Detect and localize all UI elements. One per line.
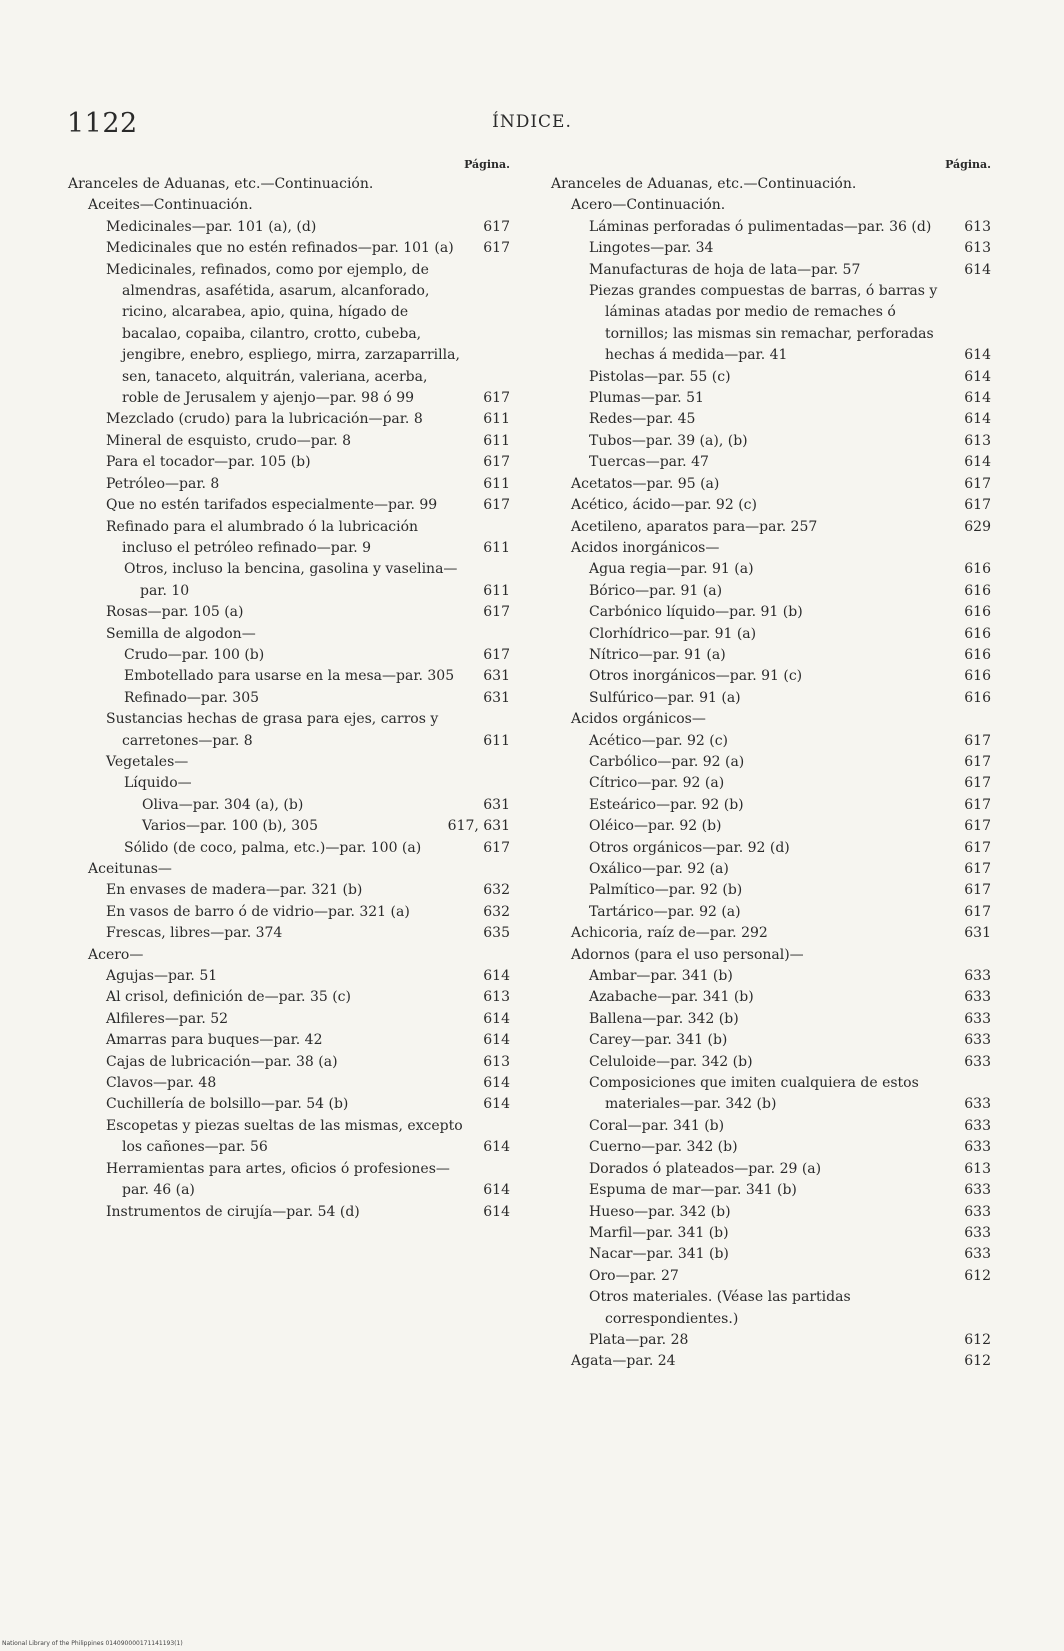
index-entry-page: 612 — [964, 1267, 991, 1284]
index-entry-page: 633 — [964, 1032, 991, 1049]
index-entry — [68, 987, 510, 1008]
index-entries-right — [551, 174, 991, 1373]
index-entry-page: 629 — [964, 518, 991, 535]
index-entry-text: Ballena—par. 342 (b) — [589, 1010, 739, 1027]
index-entry-text: Refinado para el alumbrado ó la lubricación incluso el petróleo refinado—par. 9 — [106, 518, 419, 556]
index-entry-text: Medicinales—par. 101 (a), (d) — [106, 218, 317, 235]
index-entry-text: Marfil—par. 341 (b) — [589, 1224, 729, 1241]
index-entry-text: Acero— — [88, 946, 144, 963]
index-entry-text: Oxálico—par. 92 (a) — [589, 861, 729, 877]
index-entry-page: 617 — [964, 839, 991, 856]
index-entry — [551, 816, 991, 837]
index-entry-text: Sustancias hechas de grasa para ejes, carros y carretones—par. 8 — [106, 711, 439, 749]
index-entry — [68, 1116, 510, 1159]
index-entry-text: Para el tocador—par. 105 (b) — [106, 454, 311, 471]
index-entry — [68, 260, 510, 410]
index-entry — [551, 859, 991, 880]
index-entry — [551, 195, 991, 216]
index-entry — [68, 1052, 510, 1073]
index-entry-text: Sólido (de coco, palma, etc.)—par. 100 (a) — [124, 839, 422, 856]
index-entry-text: Cítrico—par. 92 (a) — [589, 775, 725, 792]
index-entry-text: Coral—par. 341 (b) — [589, 1117, 725, 1134]
index-entry — [68, 431, 510, 452]
index-entry-text: Frescas, libres—par. 374 — [106, 925, 283, 942]
index-entry-page: 611 — [483, 732, 510, 749]
index-entry-page: 632 — [483, 903, 510, 920]
index-entry-text: Medicinales que no estén refinados—par. 101 (a) — [106, 240, 454, 257]
index-entry-text: Oro—par. 27 — [589, 1267, 679, 1284]
index-entry-text: Hueso—par. 342 (b) — [589, 1203, 731, 1220]
index-entry — [68, 1159, 510, 1202]
index-entry-page: 617 — [483, 839, 510, 856]
index-entry-text: Sulfúrico—par. 91 (a) — [589, 689, 741, 706]
index-entry-page: 617 — [483, 454, 510, 471]
index-entry-page: 611 — [483, 411, 510, 428]
index-entry-text: Oliva—par. 304 (a), (b) — [142, 796, 304, 813]
index-entry-page: 633 — [964, 1139, 991, 1156]
index-entry — [551, 409, 991, 430]
index-entry — [68, 174, 510, 195]
index-entry-text: Embotellado para usarse en la mesa—par. 305 — [124, 668, 455, 685]
index-entry-page: 614 — [483, 1032, 510, 1049]
index-entry — [551, 795, 991, 816]
index-entry-text: Láminas perforadas ó pulimentadas—par. 36 (d) — [589, 218, 932, 235]
index-entry — [551, 388, 991, 409]
index-entry-text: Varios—par. 100 (b), 305 — [142, 818, 318, 835]
index-entry — [551, 1159, 991, 1180]
index-entry-page: 617 — [964, 497, 991, 514]
index-entry-page: 633 — [964, 968, 991, 985]
index-entry — [551, 602, 991, 623]
index-entry-page: 617 — [483, 646, 510, 663]
index-entry-page: 633 — [964, 989, 991, 1006]
index-entry-page: 631 — [483, 689, 510, 706]
index-entry-text: Acetatos—par. 95 (a) — [571, 475, 720, 492]
index-entry — [551, 517, 991, 538]
index-entry-text: Rosas—par. 105 (a) — [106, 604, 244, 621]
index-entry-page: 617 — [483, 497, 510, 514]
index-entry-text: Mineral de esquisto, crudo—par. 8 — [106, 432, 352, 449]
index-entry — [551, 367, 991, 388]
index-entry-text: Líquido— — [124, 775, 192, 792]
index-entry-page: 635 — [483, 925, 510, 942]
index-entry — [68, 195, 510, 216]
index-entry-text: Plumas—par. 51 — [589, 390, 704, 407]
index-entry-page: 617 — [483, 604, 510, 621]
index-entry-page: 617 — [964, 753, 991, 770]
index-entry — [551, 1244, 991, 1265]
index-entry-text: Tartárico—par. 92 (a) — [589, 903, 741, 920]
index-entry-text: Mezclado (crudo) para la lubricación—par. 8 — [106, 411, 423, 428]
index-entry-text: Piezas grandes compuestas de barras, ó barras y láminas atadas por medio de remaches ó tornillos; las mismas sin remachar, perforadas hechas á medida—par. 41 — [589, 283, 938, 364]
index-entry — [68, 923, 510, 944]
index-entry-text: Carbólico—par. 92 (a) — [589, 753, 745, 770]
index-entry — [68, 688, 510, 709]
index-entry — [551, 1287, 991, 1330]
index-entry — [551, 260, 991, 281]
index-entry — [68, 1009, 510, 1030]
index-entry-page: 617 — [964, 818, 991, 835]
index-entry-text: Otros, incluso la bencina, gasolina y vaselina—par. 10 — [124, 561, 458, 599]
index-entry-page: 633 — [964, 1246, 991, 1263]
index-entry — [551, 1351, 991, 1372]
index-entry-page: 617, 631 — [447, 818, 510, 835]
index-entry — [551, 174, 991, 195]
index-entry-text: Acético, ácido—par. 92 (c) — [571, 497, 757, 514]
scan-credit: National Library of the Philippines 014090000171141193(1) — [2, 1640, 183, 1647]
index-entry — [551, 452, 991, 473]
index-entry — [68, 902, 510, 923]
index-entry — [68, 966, 510, 987]
index-entry — [551, 666, 991, 687]
index-entry-text: Acidos inorgánicos— — [571, 539, 720, 556]
index-entry-text: Esteárico—par. 92 (b) — [589, 796, 744, 813]
index-entry-text: Que no estén tarifados especialmente—par. 99 — [106, 497, 438, 514]
index-entry-text: Celuloide—par. 342 (b) — [589, 1053, 753, 1070]
index-entry-text: Cuchillería de bolsillo—par. 54 (b) — [106, 1096, 349, 1113]
index-entry-page: 617 — [483, 218, 510, 235]
index-entry — [551, 752, 991, 773]
index-entry-page: 616 — [964, 604, 991, 621]
index-entry-page: 632 — [483, 882, 510, 899]
index-entry-page: 617 — [964, 732, 991, 749]
index-entry-page: 614 — [964, 454, 991, 471]
index-entry — [551, 838, 991, 859]
index-entry — [551, 1223, 991, 1244]
index-entry-page: 613 — [964, 240, 991, 257]
index-entry-text: Cajas de lubricación—par. 38 (a) — [106, 1053, 338, 1070]
index-entry-text: Acero—Continuación. — [571, 197, 726, 214]
index-entry-page: 614 — [964, 390, 991, 407]
index-entry — [551, 238, 991, 259]
index-entry — [551, 1009, 991, 1030]
index-entry-text: Aceites—Continuación. — [88, 197, 253, 214]
index-entry-page: 611 — [483, 432, 510, 449]
index-entry — [68, 645, 510, 666]
index-column-right — [551, 158, 991, 1373]
index-entry — [551, 1137, 991, 1158]
index-entry-page: 617 — [483, 240, 510, 257]
index-entry — [68, 816, 510, 837]
index-entry — [551, 709, 991, 730]
index-entry-text: Escopetas y piezas sueltas de las mismas, excepto los cañones—par. 56 — [106, 1117, 463, 1156]
index-entry-page: 631 — [483, 668, 510, 685]
index-entry-text: Aranceles de Aduanas, etc.—Continuación. — [68, 176, 374, 192]
index-entry-page: 611 — [483, 582, 510, 599]
index-entry-page: 614 — [483, 1075, 510, 1092]
index-entry — [68, 217, 510, 238]
index-entry-page: 617 — [964, 903, 991, 920]
index-entry-page: 614 — [964, 261, 991, 278]
index-entry-text: Tuercas—par. 47 — [589, 454, 709, 471]
index-entry — [551, 1180, 991, 1201]
index-entry — [551, 987, 991, 1008]
index-entry-page: 612 — [964, 1353, 991, 1370]
index-entry — [68, 517, 510, 560]
index-entry-text: Clorhídrico—par. 91 (a) — [589, 625, 757, 642]
index-entry-text: Achicoria, raíz de—par. 292 — [571, 925, 768, 942]
index-entry-text: Aceitunas— — [88, 861, 172, 877]
index-entry-page: 633 — [964, 1053, 991, 1070]
index-entry — [551, 902, 991, 923]
index-entry-page: 633 — [964, 1203, 991, 1220]
index-entry-text: Ambar—par. 341 (b) — [589, 968, 733, 985]
index-entry-text: Bórico—par. 91 (a) — [589, 582, 723, 599]
index-entry — [68, 666, 510, 687]
index-entry — [68, 859, 510, 880]
index-entry-text: Carey—par. 341 (b) — [589, 1032, 728, 1049]
index-entry-text: Cuerno—par. 342 (b) — [589, 1139, 738, 1156]
index-entry — [551, 773, 991, 794]
index-entry-text: Pistolas—par. 55 (c) — [589, 368, 731, 385]
index-entry-text: Medicinales, refinados, como por ejemplo, de almendras, asafétida, asarum, alcanforado, ricino, alcarabea, apio, quina, hígado de bacalao, copaiba, cilantro, crotto, cubeba, jengibre, enebro, espliego, mirra, zarzaparrilla, sen, tanaceto, alquitrán, valeriana, acerba, roble de Jerusalem y ajenjo—par. 98 ó 99 — [106, 261, 460, 407]
index-entry-text: Acético—par. 92 (c) — [589, 732, 729, 749]
page-number: 1122 — [67, 108, 138, 139]
index-entry — [551, 538, 991, 559]
index-entry-page: 617 — [964, 475, 991, 492]
index-entry-page: 617 — [483, 390, 510, 407]
index-entry-text: Dorados ó plateados—par. 29 (a) — [589, 1160, 822, 1177]
index-entry-text: Agujas—par. 51 — [106, 968, 218, 985]
index-entry — [551, 731, 991, 752]
index-entry-page: 613 — [964, 218, 991, 235]
index-entry-page: 617 — [964, 882, 991, 899]
index-entry — [68, 709, 510, 752]
index-entry-text: Adornos (para el uso personal)— — [571, 946, 804, 963]
index-entry — [551, 1030, 991, 1051]
index-entry-text: Instrumentos de cirujía—par. 54 (d) — [106, 1203, 360, 1220]
index-entry — [551, 1202, 991, 1223]
index-entry — [68, 1073, 510, 1094]
page-column-label: Página. — [464, 158, 510, 171]
page-title: ÍNDICE. — [492, 112, 572, 132]
index-entry-text: Nítrico—par. 91 (a) — [589, 646, 726, 663]
index-entry — [68, 409, 510, 430]
index-entry-text: Vegetales— — [106, 753, 189, 770]
index-entry — [551, 431, 991, 452]
index-entry — [68, 795, 510, 816]
index-entry — [68, 602, 510, 623]
index-entry-page: 616 — [964, 689, 991, 706]
index-entry-text: Aranceles de Aduanas, etc.—Continuación. — [551, 176, 857, 192]
index-entry-page: 614 — [964, 347, 991, 364]
index-entry — [68, 474, 510, 495]
index-entry — [68, 1202, 510, 1223]
index-entry-page: 613 — [964, 1160, 991, 1177]
index-entry-text: Palmítico—par. 92 (b) — [589, 882, 743, 899]
index-entry — [551, 880, 991, 901]
index-entry-page: 633 — [964, 1182, 991, 1199]
index-entry-page: 613 — [964, 432, 991, 449]
index-entry-page: 631 — [483, 796, 510, 813]
index-entry-text: Lingotes—par. 34 — [589, 240, 714, 257]
index-entry-text: Carbónico líquido—par. 91 (b) — [589, 604, 803, 621]
index-entry-page: 617 — [964, 775, 991, 792]
index-entry-text: Espuma de mar—par. 341 (b) — [589, 1182, 797, 1199]
index-entry-text: Composiciones que imiten cualquiera de estos materiales—par. 342 (b) — [589, 1075, 919, 1113]
index-entry — [68, 752, 510, 773]
index-entry-text: En vasos de barro ó de vidrio—par. 321 (a) — [106, 903, 410, 920]
index-entry-page: 613 — [483, 989, 510, 1006]
index-entry — [551, 945, 991, 966]
index-entry — [551, 688, 991, 709]
index-entry — [68, 624, 510, 645]
index-entry — [551, 559, 991, 580]
index-entry-page: 614 — [483, 1096, 510, 1113]
index-entry-page: 614 — [964, 411, 991, 428]
index-entry-page: 616 — [964, 668, 991, 685]
index-entry — [551, 281, 991, 367]
index-entry-page: 616 — [964, 646, 991, 663]
index-entry — [551, 1052, 991, 1073]
index-entry-page: 616 — [964, 625, 991, 642]
index-entry-page: 614 — [964, 368, 991, 385]
index-entry-text: Nacar—par. 341 (b) — [589, 1246, 729, 1263]
index-entry — [68, 238, 510, 259]
index-entries-left — [68, 174, 510, 1223]
index-entry-page: 611 — [483, 539, 510, 556]
index-entry — [551, 1330, 991, 1351]
index-entry — [551, 581, 991, 602]
index-entry-text: Acetileno, aparatos para—par. 257 — [571, 518, 818, 535]
index-entry-text: Manufacturas de hoja de lata—par. 57 — [589, 261, 861, 278]
index-entry-text: Agata—par. 24 — [571, 1353, 676, 1370]
index-entry — [68, 452, 510, 473]
index-entry-text: Otros inorgánicos—par. 91 (c) — [589, 668, 803, 685]
index-entry-text: Semilla de algodon— — [106, 625, 256, 642]
index-entry-text: Herramientas para artes, oficios ó profesiones—par. 46 (a) — [106, 1160, 450, 1199]
index-entry — [68, 1030, 510, 1051]
index-entry-page: 614 — [483, 1010, 510, 1027]
index-column-left — [68, 158, 510, 1223]
index-entry — [551, 1266, 991, 1287]
index-entry — [551, 217, 991, 238]
index-entry-page: 614 — [483, 968, 510, 985]
index-entry-page: 633 — [964, 1096, 991, 1113]
index-entry-text: Amarras para buques—par. 42 — [106, 1032, 323, 1049]
index-entry — [68, 1094, 510, 1115]
index-entry-text: Agua regia—par. 91 (a) — [589, 561, 754, 578]
index-entry — [551, 474, 991, 495]
page-column-label: Página. — [945, 158, 991, 171]
index-entry-page: 633 — [964, 1010, 991, 1027]
index-entry-page: 633 — [964, 1224, 991, 1241]
index-entry-text: Refinado—par. 305 — [124, 689, 260, 706]
index-entry-page: 631 — [964, 925, 991, 942]
index-entry — [551, 495, 991, 516]
index-entry-page: 617 — [964, 796, 991, 813]
index-entry-text: Azabache—par. 341 (b) — [589, 989, 754, 1006]
index-entry-page: 614 — [483, 1203, 510, 1220]
index-entry — [551, 624, 991, 645]
index-entry — [551, 966, 991, 987]
index-entry — [68, 773, 510, 794]
index-entry — [68, 495, 510, 516]
index-entry — [551, 1073, 991, 1116]
index-entry-text: En envases de madera—par. 321 (b) — [106, 882, 363, 899]
index-entry — [551, 645, 991, 666]
index-entry-text: Otros orgánicos—par. 92 (d) — [589, 839, 790, 856]
index-entry-text: Clavos—par. 48 — [106, 1075, 217, 1092]
index-entry-text: Crudo—par. 100 (b) — [124, 646, 265, 663]
index-entry-text: Otros materiales. (Véase las partidas correspondientes.) — [589, 1289, 851, 1327]
index-entry — [551, 923, 991, 944]
index-entry — [68, 880, 510, 901]
index-entry-page: 612 — [964, 1331, 991, 1348]
index-entry-page: 611 — [483, 475, 510, 492]
index-entry-page: 616 — [964, 561, 991, 578]
index-entry-text: Redes—par. 45 — [589, 411, 696, 428]
index-entry-text: Plata—par. 28 — [589, 1331, 689, 1348]
index-entry-text: Tubos—par. 39 (a), (b) — [589, 432, 748, 449]
index-entry-page: 633 — [964, 1117, 991, 1134]
index-entry-page: 616 — [964, 582, 991, 599]
index-entry — [551, 1116, 991, 1137]
index-entry-text: Alfileres—par. 52 — [106, 1010, 229, 1027]
index-entry-text: Al crisol, definición de—par. 35 (c) — [106, 989, 351, 1006]
index-entry-text: Petróleo—par. 8 — [106, 475, 220, 492]
index-entry-text: Oléico—par. 92 (b) — [589, 818, 722, 835]
index-entry-page: 614 — [483, 1182, 510, 1199]
index-entry-text: Acidos orgánicos— — [571, 711, 706, 728]
index-entry-page: 617 — [964, 861, 991, 877]
index-entry — [68, 838, 510, 859]
index-entry — [68, 945, 510, 966]
index-entry-page: 614 — [483, 1139, 510, 1156]
index-entry-page: 613 — [483, 1053, 510, 1070]
index-entry — [68, 559, 510, 602]
